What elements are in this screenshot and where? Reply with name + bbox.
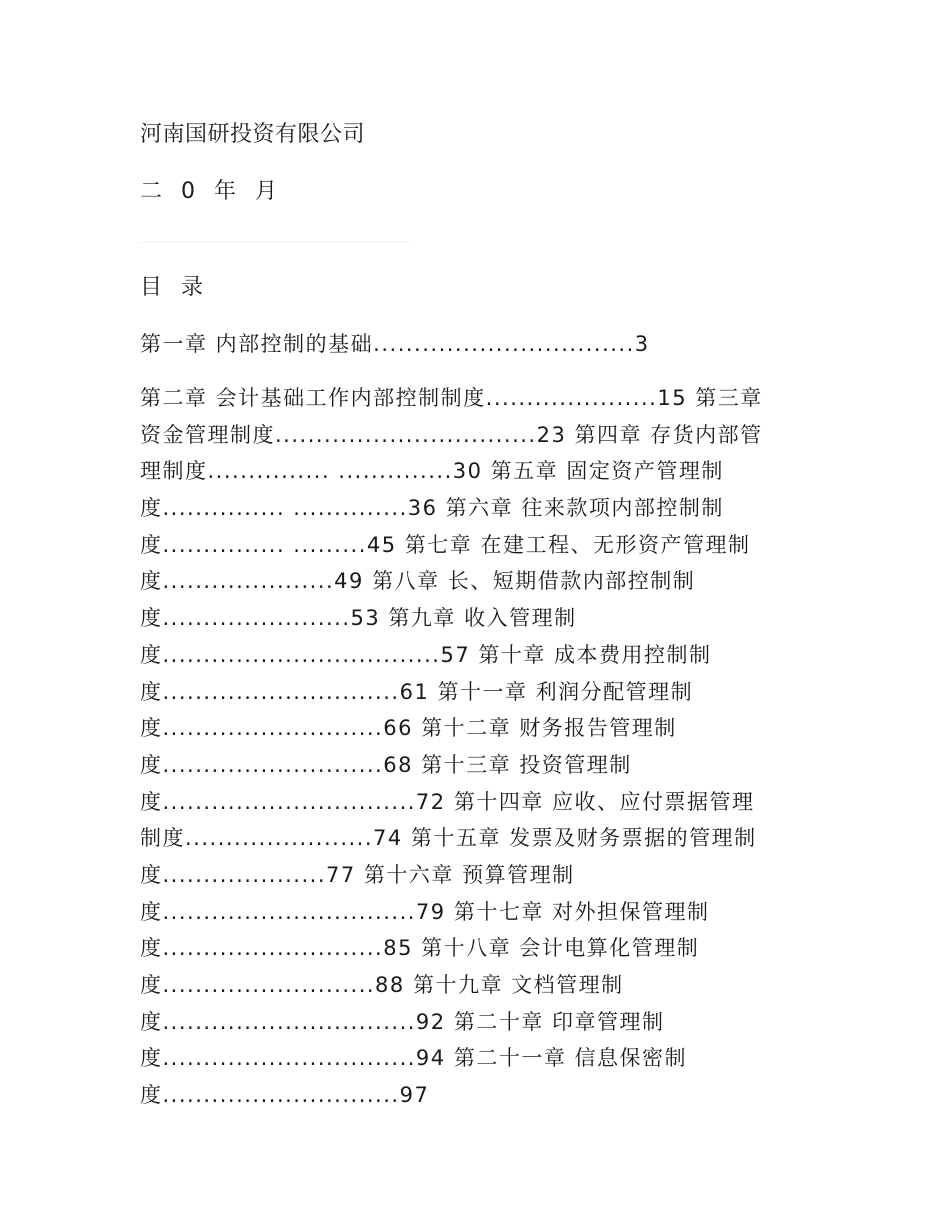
toc-line: 理制度............... ..............30 第五章 固定资产管理制 <box>140 459 724 484</box>
toc-line: 度............... .........45 第七章 在建工程、无形资产管理制 <box>140 532 751 557</box>
toc-line: 资金管理制度................................23 第四章 存货内部管 <box>140 422 763 447</box>
toc-line: 度...........................85 第十八章 会计电算化管理制 <box>140 936 700 961</box>
company-name: 河南国研投资有限公司 <box>140 122 366 147</box>
toc-entry-chapter-1: 第一章 内部控制的基础................................3 <box>140 332 650 356</box>
toc-line: 度.............................97 <box>140 1083 430 1108</box>
toc-line: 第二章 会计基础工作内部控制制度.....................15 第三章 <box>140 386 763 410</box>
toc-line: 度.............................61 第十一章 利润分配管理制 <box>140 679 694 704</box>
toc-line: 度...........................66 第十二章 财务报告管理制 <box>140 716 677 741</box>
toc-line: 度..........................88 第十九章 文档管理制 <box>140 973 624 997</box>
toc-line: 制度.......................74 第十五章 发票及财务票据的管理制 <box>140 826 757 851</box>
toc-line: 度...........................68 第十三章 投资管理制 <box>140 752 632 777</box>
toc-line: 度....................77 第十六章 预算管理制 <box>140 862 575 887</box>
toc-line: 度..................................57 第十章 成本费用控制制 <box>140 642 712 667</box>
toc-line: 度...............................92 第二十章 印章管理制 <box>140 1009 665 1034</box>
toc-line: 度.......................53 第九章 收入管理制 <box>140 606 577 631</box>
toc-body <box>140 384 820 1118</box>
toc-line: 度...............................79 第十七章 对外担保管理制 <box>140 899 710 924</box>
toc-title: 目 录 <box>140 275 209 300</box>
toc-line: 度...............................72 第十四章 应收、应付票据管理 <box>140 789 755 814</box>
toc-line: 度............... ..............36 第六章 往来款项内部控制制 <box>140 496 724 521</box>
toc-line: 度...............................94 第二十一章 信息保密制 <box>140 1046 688 1071</box>
document-date: 二 0 年 月 <box>140 179 283 204</box>
toc-line: 度.....................49 第八章 长、短期借款内部控制制 <box>140 569 696 594</box>
divider <box>140 242 410 243</box>
